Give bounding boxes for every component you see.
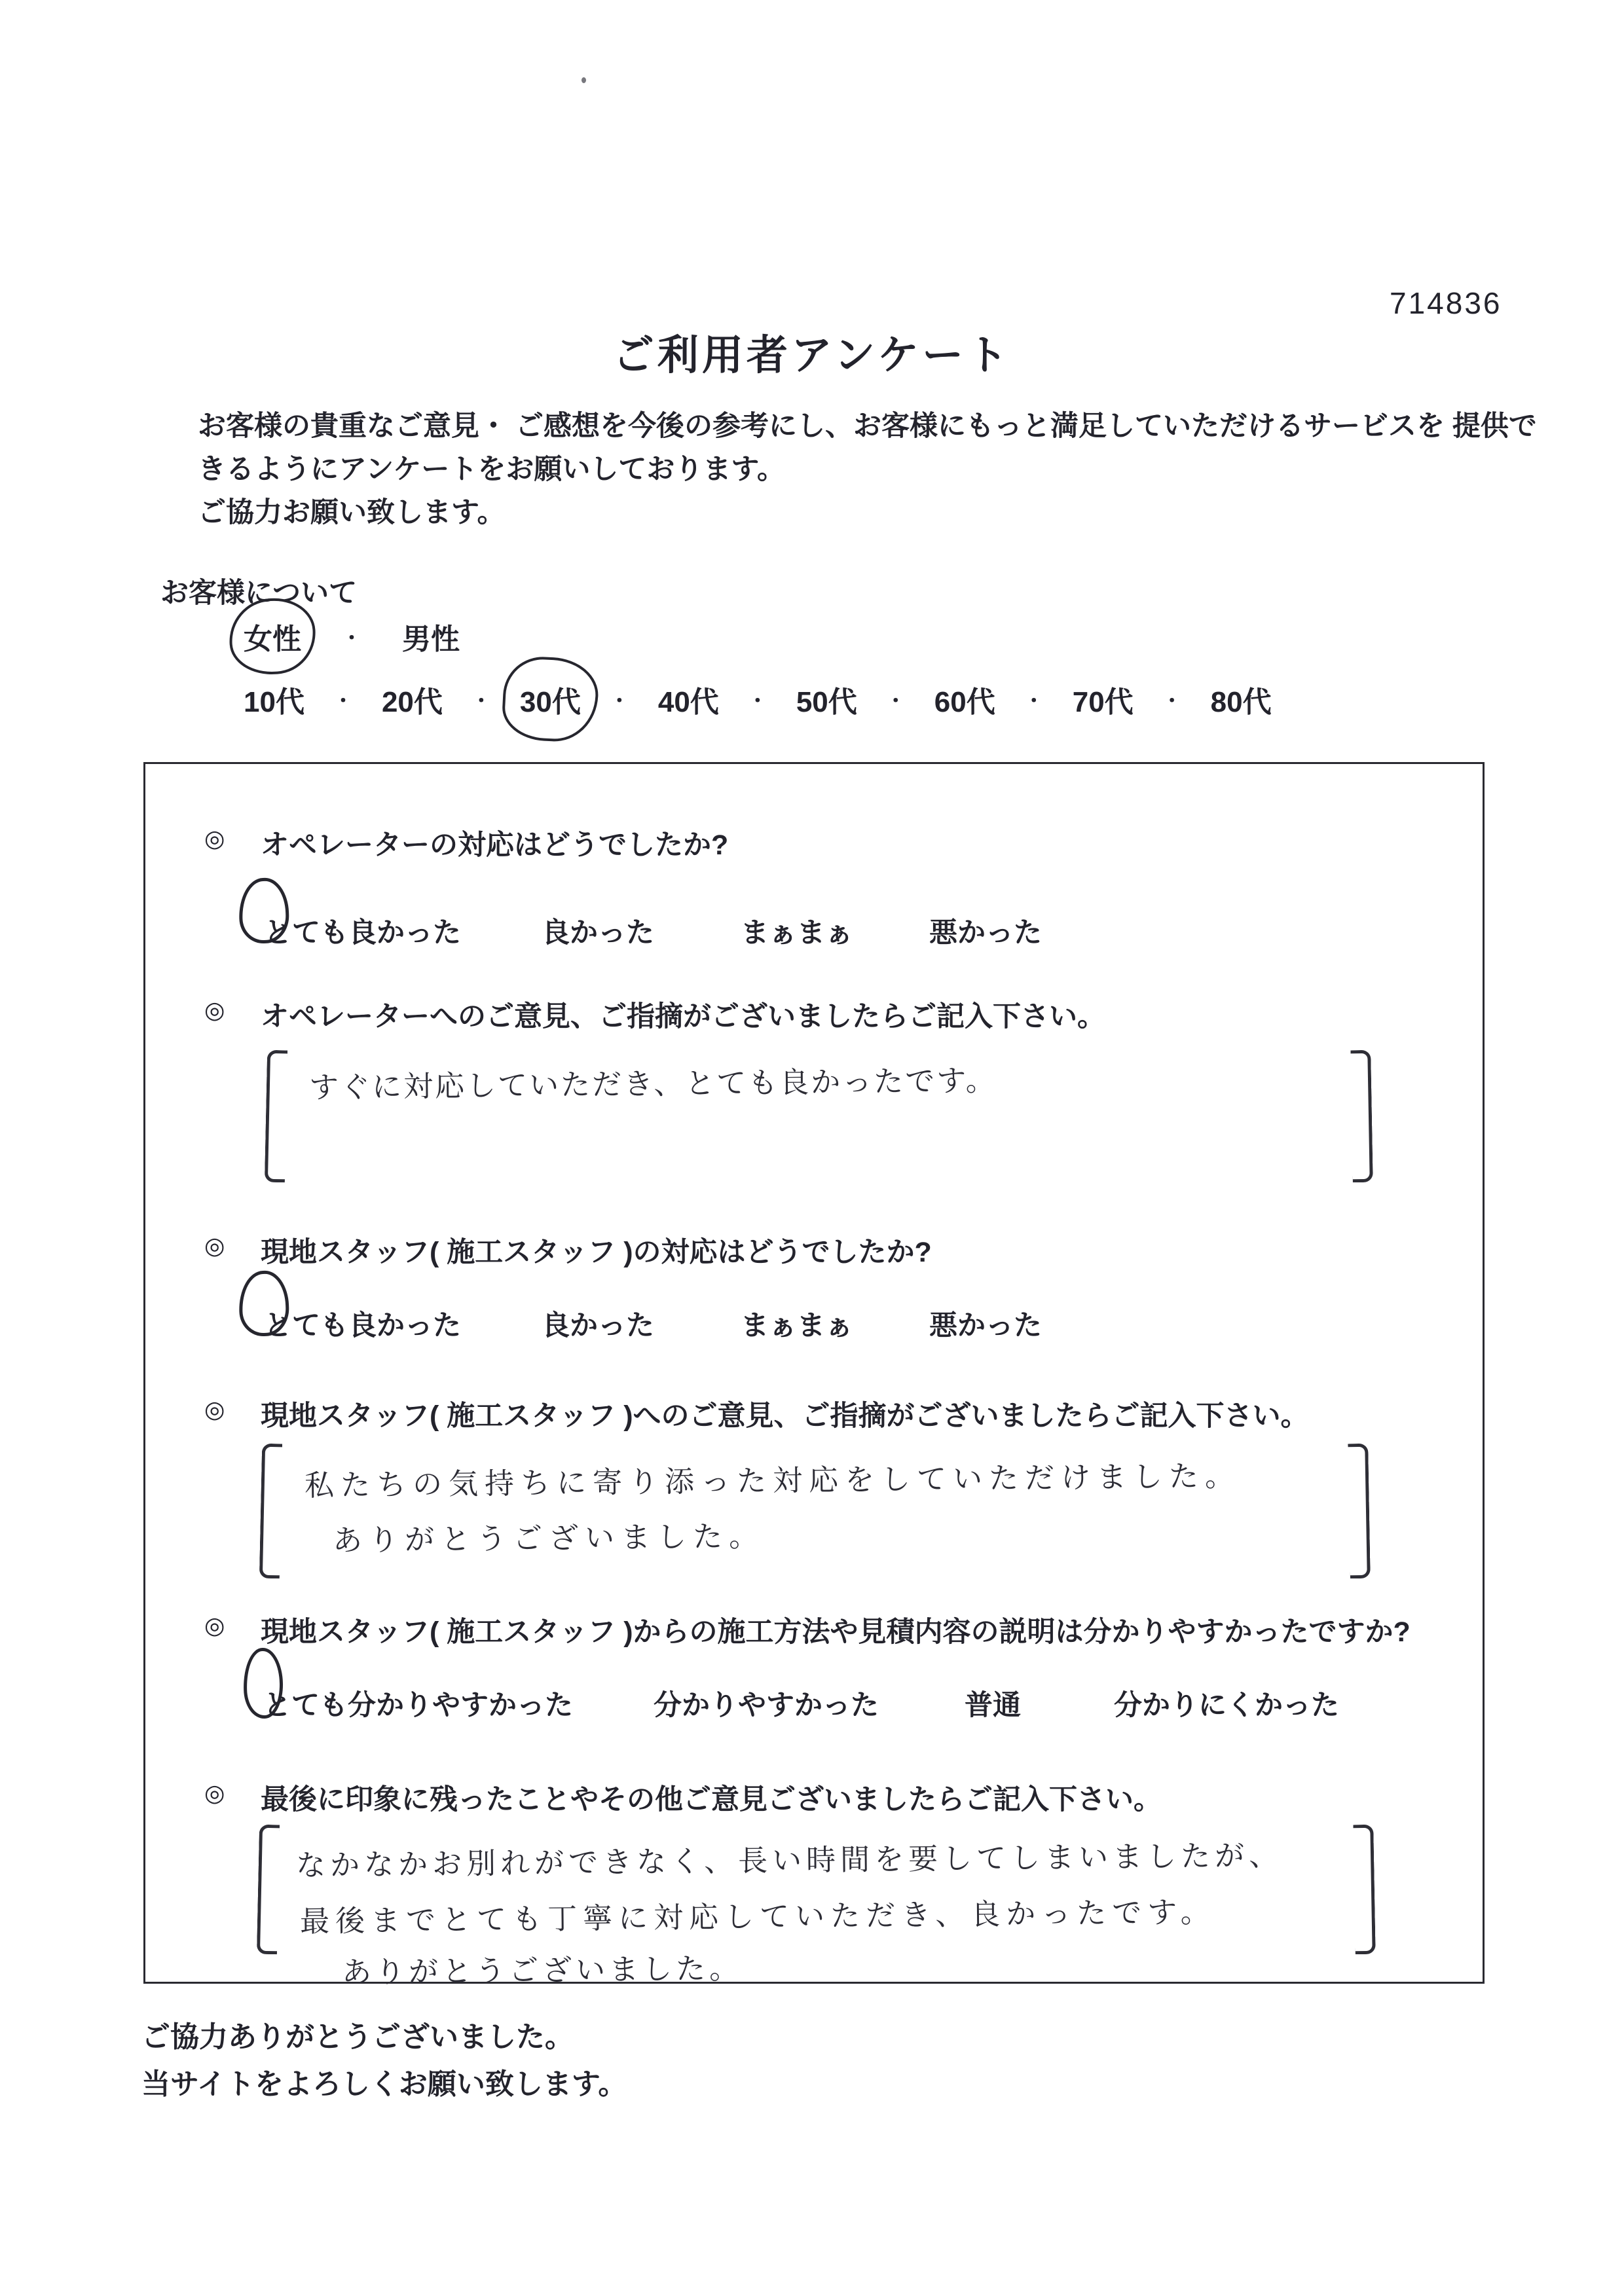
separator-dot: ・ — [1024, 691, 1044, 712]
bracket-right-icon — [1353, 1825, 1375, 1955]
customer-section-heading: お客様について — [160, 577, 358, 609]
option-label: 普通 — [965, 1690, 1021, 1721]
question-3-options — [145, 1303, 1483, 1345]
intro-line: ご協力お願い致します。 — [198, 497, 506, 528]
handwritten-answer-line: 私たちの気持ちに寄り添った対応をしていただけました。 — [304, 1459, 1242, 1503]
intro-paragraph — [198, 405, 1537, 534]
footer-paragraph — [141, 2014, 627, 2108]
question-text: オペレーターへのご意見、ご指摘がございましたらご記入下さい。 — [261, 1001, 1105, 1032]
option-label: まぁまぁ — [741, 1310, 853, 1341]
bullseye-icon: ◎ — [204, 996, 225, 1023]
option-label: とても良かった — [264, 1310, 461, 1341]
bullseye-icon: ◎ — [204, 825, 225, 852]
question-4 — [145, 1394, 1483, 1433]
age-option-20s: 20代 — [381, 686, 443, 718]
option-label: 分かりやすかった — [654, 1690, 879, 1721]
survey-box — [143, 762, 1485, 1990]
handwritten-answer-line: ありがとうございました。 — [332, 1519, 766, 1558]
separator-dot: ・ — [747, 691, 767, 712]
age-option-40s: 40代 — [657, 686, 719, 718]
option-label: 分かりにくかった — [1114, 1690, 1339, 1721]
option-label: 悪かった — [929, 1310, 1042, 1341]
page-title: ご利用者アンケート — [612, 333, 1012, 378]
question-2 — [145, 994, 1483, 1034]
option-label: まぁまぁ — [741, 917, 853, 949]
question-text: 現地スタッフ( 施工スタッフ )へのご意見、ご指摘がございましたらご記入下さい。 — [261, 1400, 1309, 1432]
bracket-right-icon — [1350, 1050, 1373, 1183]
option-label: 良かった — [542, 917, 654, 949]
age-option-70s: 70代 — [1072, 686, 1134, 718]
option-label: 悪かった — [929, 917, 1042, 949]
option-label: 良かった — [542, 1310, 654, 1341]
gender-option-male: 男性 — [402, 623, 460, 655]
bracket-left-icon — [265, 1050, 287, 1183]
option-label: とても分かりやすかった — [263, 1690, 573, 1721]
question-1 — [145, 823, 1483, 862]
footer-line: ご協力ありがとうございました。 — [141, 2021, 574, 2053]
separator-dot: ・ — [609, 691, 629, 712]
question-5-options — [145, 1683, 1483, 1725]
handwritten-answer-line: なかなかお別れができなく、長い時間を要してしまいましたが、 — [295, 1838, 1283, 1882]
age-option-60s: 60代 — [934, 686, 995, 718]
age-option-80s: 80代 — [1210, 686, 1272, 718]
age-option-30s — [520, 678, 581, 720]
option-label: とても良かった — [264, 917, 461, 949]
question-3 — [145, 1230, 1483, 1269]
gender-row — [244, 615, 460, 657]
age-option-label: 30代 — [519, 686, 581, 718]
bullseye-icon: ◎ — [204, 1612, 225, 1639]
gender-option-female — [244, 615, 301, 657]
handwritten-answer-line: ありがとうございました。 — [341, 1951, 743, 1990]
question-5 — [145, 1610, 1483, 1649]
age-option-50s: 50代 — [796, 686, 857, 718]
bullseye-icon: ◎ — [204, 1232, 225, 1259]
question-6 — [145, 1777, 1483, 1817]
question-text: 最後に印象に残ったことやその他ご意見ございましたらご記入下さい。 — [261, 1784, 1162, 1815]
scan-speck-icon — [581, 77, 586, 83]
separator-dot: ・ — [885, 691, 906, 712]
bracket-left-icon — [257, 1825, 280, 1955]
separator-dot: ・ — [333, 691, 353, 712]
bracket-right-icon — [1348, 1444, 1371, 1579]
handwritten-answer-line: 最後までとても丁寧に対応していただき、良かったです。 — [299, 1895, 1216, 1939]
question-text: 現地スタッフ( 施工スタッフ )の対応はどうでしたか? — [261, 1237, 932, 1268]
gender-option-label: 女性 — [244, 623, 301, 655]
question-1-options — [145, 911, 1483, 953]
intro-line: きるようにアンケートをお願いしております。 — [198, 454, 785, 485]
intro-line: お客様の貴重なご意見・ ご感想を今後の参考にし、お客様にもっと満足していただけるサービスを 提供で — [198, 410, 1537, 442]
question-text: オペレーターの対応はどうでしたか? — [261, 829, 729, 861]
bracket-left-icon — [259, 1444, 282, 1579]
age-row — [244, 678, 1272, 720]
bullseye-icon: ◎ — [204, 1779, 225, 1806]
separator-dot: ・ — [342, 628, 361, 649]
age-option-10s: 10代 — [244, 686, 304, 718]
separator-dot: ・ — [1162, 691, 1182, 712]
bullseye-icon: ◎ — [204, 1396, 225, 1423]
question-text: 現地スタッフ( 施工スタッフ )からの施工方法や見積内容の説明は分かりやすかったですか? — [261, 1616, 1411, 1648]
handwritten-answer-line: すぐに対応していただき、とても良かったです。 — [308, 1063, 997, 1104]
serial-number: 714836 — [1390, 286, 1502, 320]
footer-line: 当サイトをよろしくお願い致します。 — [141, 2068, 627, 2100]
separator-dot: ・ — [471, 691, 491, 712]
